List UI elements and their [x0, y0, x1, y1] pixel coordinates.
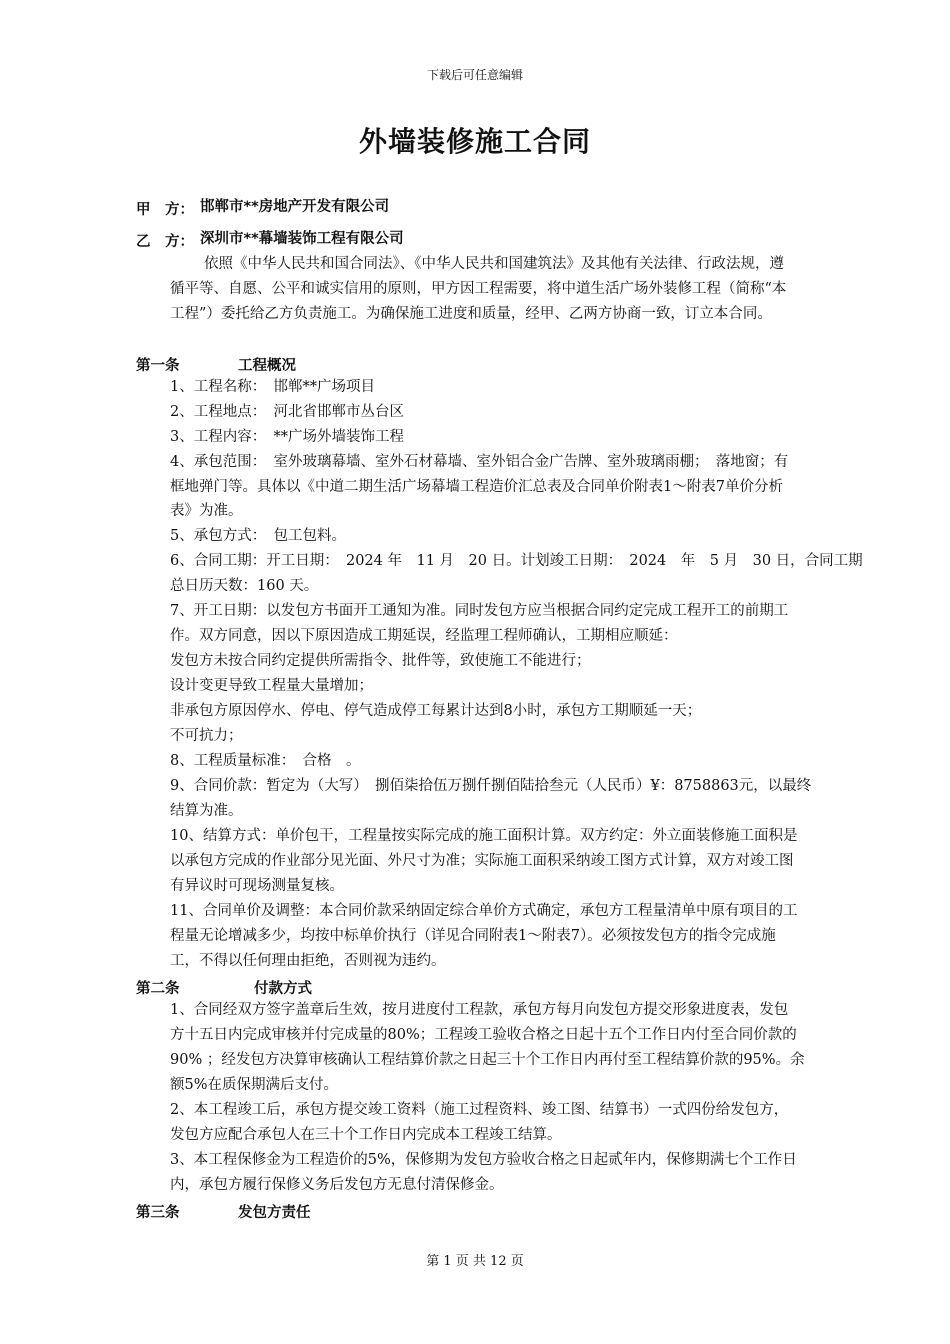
- article-1-number: 第一条: [136, 358, 180, 374]
- article-1-line: 2、工程地点： 河北省邯郸市丛台区: [170, 404, 404, 420]
- preamble-line: 依照《中华人民共和国合同法》、《中华人民共和国建筑法》及其他有关法律、行政法规，遵: [204, 256, 784, 272]
- article-1-line: 非承包方原因停水、停电、停气造成停工每累计达到8小时，承包方工期顺延一天；: [170, 703, 702, 719]
- article-1-line: 程量无论增减多少，均按中标单价执行（详见合同附表1～附表7）。必须按发包方的指令完成施: [170, 928, 776, 944]
- party-a-name: 邯郸市**房地产开发有限公司: [200, 199, 390, 215]
- document-title: 外墙装修施工合同: [358, 125, 591, 158]
- article-1-line: 有异议时可现场测量复核。: [170, 878, 344, 894]
- preamble-line: 工程”）委托给乙方负责施工。为确保施工进度和质量，经甲、乙两方协商一致，订立本合同。: [170, 306, 772, 322]
- preamble-line: 循平等、自愿、公平和诚实信用的原则，甲方因工程需要，将中道生活广场外装修工程（简称“本: [170, 281, 787, 297]
- article-1-line: 发包方未按合同约定提供所需指令、批件等，致使施工不能进行；: [170, 653, 591, 669]
- article-2-line: 内，承包方履行保修义务后发包方无息付清保修金。: [170, 1177, 504, 1193]
- article-1-line: 3、工程内容： **广场外墙装饰工程: [170, 429, 404, 445]
- article-1-line: 10、结算方式：单价包干，工程量按实际完成的施工面积计算。双方约定：外立面装修施工面积是: [170, 828, 798, 844]
- article-1-line: 表》为准。: [170, 503, 243, 519]
- page-footer: 第 1 页 共 12 页: [426, 1254, 524, 1269]
- article-1-line: 11、合同单价及调整：本合同价款采纳固定综合单价方式确定，承包方工程量清单中原有项目的工: [170, 903, 798, 919]
- article-2-line: 发包方应配合承包人在三十个工作日内完成本工程竣工结算。: [170, 1127, 562, 1143]
- article-1-line: 5、承包方式： 包工包料。: [170, 528, 346, 544]
- article-2-line: 1、合同经双方签字盖章后生效，按月进度付工程款，承包方每月向发包方提交形象进度表，发包: [170, 1002, 789, 1018]
- article-2-line: 90% ；经发包方决算审核确认工程结算价款之日起三十个工作日内再付至工程结算价款的95%。余: [170, 1052, 805, 1068]
- article-1-line: 工，不得以任何理由拒绝，否则视为违约。: [170, 953, 446, 969]
- article-3-title: 发包方责任: [238, 1205, 311, 1221]
- article-1-line: 不可抗力；: [170, 728, 243, 744]
- article-1-line: 9、合同价款：暂定为（大写） 捌佰柒拾伍万捌仟捌佰陆拾叁元（人民币）¥：8758863元，以最终: [170, 778, 812, 794]
- article-2-line: 方十五日内完成审核并付完成量的80%；工程竣工验收合格之日起十五个工作日内付至合同价款的: [170, 1027, 797, 1043]
- article-1-line: 4、承包范围： 室外玻璃幕墙、室外石材幕墙、室外铝合金广告牌、室外玻璃雨棚； 落地窗；有: [170, 454, 789, 470]
- article-1-line: 7、开工日期：以发包方书面开工通知为准。同时发包方应当根据合同约定完成工程开工的前期工: [170, 603, 789, 619]
- party-b-label: 乙 方：: [136, 234, 194, 250]
- article-1-line: 以承包方完成的作业部分见光面、外尺寸为准；实际施工面积采纳竣工图方式计算，双方对竣工图: [170, 853, 794, 869]
- article-1-line: 结算为准。: [170, 803, 243, 819]
- article-1-line: 6、合同工期：开工日期： 2024 年 11 月 20 日。计划竣工日期： 2024 年 5 月 30 日，合同工期: [170, 553, 863, 569]
- article-1-line: 1、工程名称： 邯郸**广场项目: [170, 379, 375, 395]
- article-2-line: 2、本工程竣工后，承包方提交竣工资料（施工过程资料、竣工图、结算书）一式四份给发包方，: [170, 1102, 789, 1118]
- article-2-line: 额5%在质保期满后支付。: [170, 1077, 339, 1093]
- article-1-title: 工程概况: [238, 358, 296, 374]
- header-note: 下载后可任意编辑: [426, 68, 523, 82]
- article-1-line: 作。双方同意，因以下原因造成工期延误，经监理工程师确认，工期相应顺延：: [170, 628, 678, 644]
- article-3-number: 第三条: [136, 1205, 180, 1221]
- article-2-number: 第二条: [136, 981, 180, 997]
- article-2-line: 3、本工程保修金为工程造价的5%，保修期为发包方验收合格之日起贰年内，保修期满七个工作日: [170, 1152, 797, 1168]
- article-1-line: 设计变更导致工程量大量增加；: [170, 678, 373, 694]
- article-1-line: 8、工程质量标准： 合格 。: [170, 753, 361, 769]
- party-a-label: 甲 方：: [136, 202, 194, 218]
- article-1-line: 框地弹门等。具体以《中道二期生活广场幕墙工程造价汇总表及合同单价附表1～附表7单价分析: [170, 479, 783, 495]
- article-2-title: 付款方式: [254, 981, 312, 997]
- party-b-name: 深圳市**幕墙装饰工程有限公司: [200, 231, 404, 247]
- article-1-line: 总日历天数：160 天。: [170, 578, 319, 594]
